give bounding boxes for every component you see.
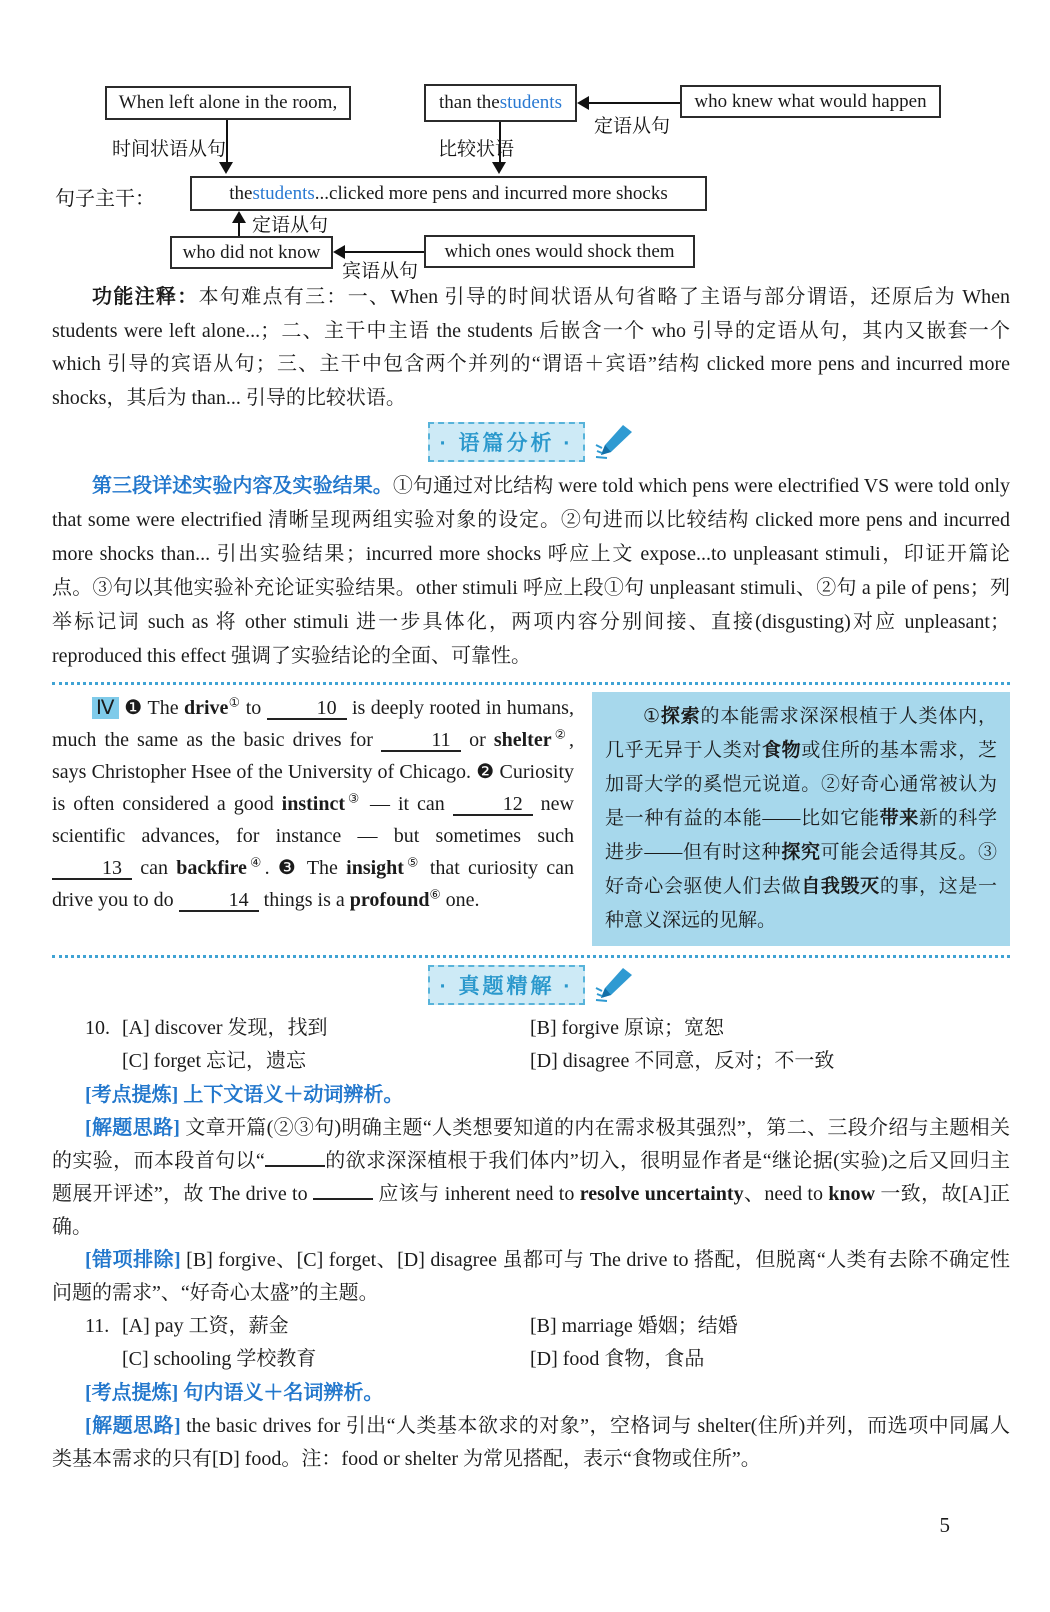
question-analysis-badge: · 真题精解 · [428, 965, 586, 1005]
arrow-head-icon [577, 96, 589, 110]
clause-box-who-knew [680, 85, 941, 118]
clause-text: who did not know [182, 241, 321, 263]
pen-icon [594, 967, 634, 1003]
option-a: [A] discover 发现，找到 [122, 1017, 328, 1039]
sentence-structure-diagram [0, 84, 1050, 282]
passage-section-4 [52, 692, 1010, 946]
arrow-head-icon [219, 162, 233, 174]
discourse-analysis-badge: · 语篇分析 · [428, 422, 586, 462]
highlighted-word: students [252, 182, 315, 204]
translation-box: ①探索的本能需求深深根植于人类体内，几乎无异于人类对食物或住所的基本需求，芝加哥大学的奚恺元说道。②好奇心通常被认为是一种有益的本能——比如它能带来新的科学进步——但有时这种探究可能会适得其反。③好奇心会驱使人们去做自我毁灭的事，这是一种意义深远的见解。 [592, 692, 1010, 946]
clause-text: which ones would shock them [444, 240, 675, 262]
solution-approach: [解题思路] 文章开篇(②③句)明确主题“人类想要知道的内在需求极其强烈”，第二、三段介绍与主题相关的实验，而本段首句以“ 的欲求深深植根于我们体内”切入，很明显作者是“继论据(实验)之后又回归主题展开评述”，故 The drive to 应该与 inherent need to resolve uncertainty、need to know 一致，故[A]正确。 [52, 1117, 1011, 1238]
options-row [52, 1310, 1010, 1343]
arrow-line [238, 222, 240, 236]
options-row [52, 1045, 1010, 1078]
arrow-head-icon [492, 162, 506, 174]
clause-box-who-did [170, 236, 333, 269]
function-notes-paragraph: 功能注释：本句难点有三：一、When 引导的时间状语从句省略了主语与部分谓语，还原后为 When students were left alone...；二、主干中主语 the students 后嵌含一个 who 引导的定语从句，其内又嵌套一个 which 引导的宾语从句；三、主干中包含两个并列的“谓语＋宾语”结构 clicked more pens and incurred more shocks，其后为 than... 引导的比较状语。 [52, 286, 1010, 409]
page-number: 5 [939, 1513, 950, 1537]
question-11-block [52, 1310, 1010, 1476]
label-attributive-clause-bottom: 定语从句 [252, 215, 329, 236]
textbook-page [0, 84, 1050, 1537]
highlighted-word: students [499, 92, 562, 113]
wrong-option-elimination: [错项排除] [B] forgive、[C] forget、[D] disagree 虽都可与 The drive to 搭配，但脱离“人类有去除不确定性问题的需求”、“好奇心太盛”的主题。 [52, 1249, 1010, 1304]
clause-text: When left alone in the room, [118, 92, 338, 113]
options-row [52, 1343, 1010, 1376]
arrow-line [345, 251, 424, 253]
clause-text: ...clicked more pens and incurred more shocks [314, 182, 668, 204]
discourse-analysis-header [52, 422, 1010, 462]
label-time-adverbial-clause: 时间状语从句 [112, 139, 227, 160]
question-analysis-header [52, 965, 1010, 1005]
question-10-block [52, 1012, 1010, 1310]
main-clause-box [190, 176, 707, 211]
options-row [52, 1012, 1010, 1045]
clause-box-when [105, 86, 351, 120]
solution-approach: [解题思路] the basic drives for 引出“人类基本欲求的对象”，空格词与 shelter(住所)并列，而选项中同属人类基本需求的只有[D] food。注：food or shelter 为常见搭配，表示“食物或住所”。 [52, 1415, 1011, 1470]
clause-box-than [424, 84, 577, 122]
arrow-line [589, 102, 680, 104]
option-a: [A] pay 工资，薪金 [122, 1315, 289, 1337]
passage-text: Ⅳ ❶ The drive① to 10 is deeply rooted in humans, much the same as the basic drives for 11 or shelter②, says Christopher Hsee of the University of Chicago. ❷ Curiosity is often considered a good instinct③ — it can 12 new scientific advances, for instance — but sometimes such 13 can backfire④. ❸ The insight⑤ that curiosity can drive you to do 14 things is a profound⑥ one. [52, 695, 574, 911]
dotted-separator [52, 955, 1010, 958]
arrow-line [226, 120, 228, 162]
option-d: [D] food 食物，食品 [530, 1348, 705, 1370]
exam-point-label: [考点提炼] 上下文语义＋动词辨析。 [85, 1084, 404, 1106]
dotted-separator [52, 682, 1010, 685]
label-main-clause: 句子主干： [55, 188, 155, 210]
option-c: [C] schooling 学校教育 [122, 1348, 317, 1370]
option-c: [C] forget 忘记，遗忘 [122, 1050, 307, 1072]
label-object-clause: 宾语从句 [342, 261, 419, 282]
option-d: [D] disagree 不同意，反对；不一致 [530, 1050, 835, 1072]
question-number: 10. [85, 1017, 110, 1039]
option-b: [B] marriage 婚姻；结婚 [530, 1315, 738, 1337]
clause-box-which [424, 235, 695, 268]
exam-point-label: [考点提炼] 句内语义＋名词辨析。 [85, 1382, 384, 1404]
question-number: 11. [85, 1315, 110, 1337]
paragraph-analysis: 第三段详述实验内容及实验结果。①句通过对比结构 were told which pens were electrified VS were told only that some were electrified 清晰呈现两组实验对象的设定。②句进而以比较结构 clicked more pens and incurred more shocks than... 引出实验结果；incurred more shocks 呼应上文 expose...to unpleasant stimuli，印证开篇论点。③句以其他实验补充论证实验结果。other stimuli 呼应上段①句 unpleasant stimuli、②句 a pile of pens；列举标记词 such as 将 other stimuli 进一步具体化，两项内容分别间接、直接(disgusting)对应 unpleasant；reproduced this effect 强调了实验结论的全面、可靠性。 [52, 475, 1011, 667]
option-b: [B] forgive 原谅；宽恕 [530, 1017, 725, 1039]
clause-text: who knew what would happen [694, 90, 927, 112]
label-comparative-adverbial: 比较状语 [438, 139, 515, 160]
clause-text: than the [439, 92, 500, 113]
pen-icon [594, 424, 634, 460]
clause-text: the [229, 182, 253, 204]
label-attributive-clause-top: 定语从句 [594, 116, 671, 137]
